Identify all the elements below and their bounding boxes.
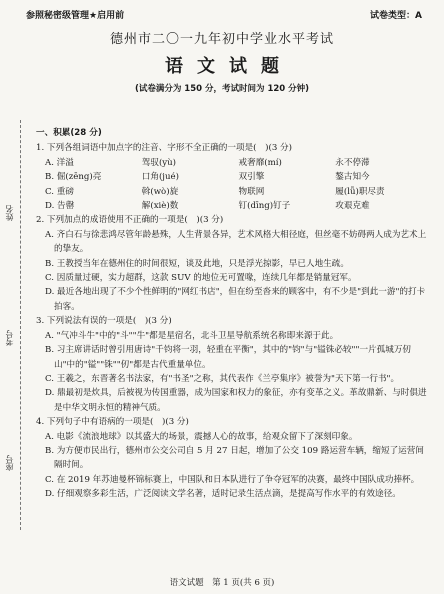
question-content [36,126,432,502]
page-footer: 语文试题 第 1 页(共 6 页) [169,578,275,588]
exam-note: (试卷满分为 150 分，考试时间为 120 分钟) [134,84,310,94]
option-cell: D. 告罄 [45,201,75,212]
option-c: C. 在 2019 年苏迪曼杯锦标赛上，中国队和日本队进行了争夺冠军的决赛，最终中国队成功捧杯。 [45,474,420,485]
option-cell: 戒奢靡(mí) [238,157,282,168]
option-cell: 永不停滞 [335,157,370,168]
exam-title: 德州市二〇一九年初中学业水平考试 [109,32,334,47]
option-a: A. 电影《流浪地球》以其盛大的场景，震撼人心的故事，给观众留下了深刻印象。 [45,431,358,442]
option-cell: 履(lǚ)职尽责 [335,186,385,197]
header-bar [26,8,422,22]
question-stem: 1. 下列各组词语中加点字的注音、字形不全正确的一项是( )(3 分) [36,143,292,154]
option-row [36,156,432,170]
secret-level-label: 参照秘密级管理★启用前 [26,11,125,21]
option-cell: B. 倔(zēng)亮 [45,172,102,183]
option-cell: 解(xiè)数 [141,201,179,212]
option-c: C. 因质量过硬，实力超群，这款 SUV 的地位无可置喙，连续几年都是销量冠军。 [45,273,357,284]
option-a: A. "气冲斗牛"中的"斗""牛"都是星宿名，北斗卫星导航系统名称即来源于此。 [45,330,339,341]
section-heading: 一、积累(28 分) [36,128,102,138]
question-4 [36,415,432,501]
option-row [36,170,432,184]
question-1 [36,141,432,213]
side-label-seat-no: 座号 [5,455,14,471]
option-c: C. 王羲之，东晋著名书法家，有"书圣"之称，其代表作《兰亭集序》被誉为"天下第一行书"。 [45,373,400,384]
option-a: A. 齐白石与徐悲鸿尽管年龄悬殊，人生背景各异，艺术风格大相径庭，但丝毫不妨碍两人成为艺术上的挚友。 [45,229,427,255]
option-cell: 鏊古知今 [335,172,370,183]
option-cell: 双引擎 [238,172,265,183]
option-cell: 驾驭(yù) [141,157,177,168]
question-stem: 3. 下列说法有误的一项是( )(3 分) [36,316,172,327]
option-row [36,199,432,213]
option-d: D. 鼎最初是炊具，后被视为传国重器，成为国家和权力的象征，亦有变革之义。革故鼎新、与时俱进是中华文明永恒的精神气质。 [45,388,427,413]
option-cell: C. 重磅 [45,186,74,197]
option-cell: 攻艰克难 [335,201,370,212]
option-cell: A. 洋溢 [45,157,74,168]
option-d: D. 仔细观察多彩生活，广泛阅读文学名著，适时记录生活点滴，是提高写作水平的有效途径。 [45,489,401,500]
subject-title: 语文试题 [165,56,293,77]
option-cell: 钉(dīng)钉子 [238,201,291,212]
question-stem: 4. 下列句子中有语病的一项是( )(3 分) [36,417,189,428]
option-row [36,185,432,199]
option-cell: 斡(wò)旋 [141,186,179,197]
side-label-exam-no: 考号 [5,330,14,346]
question-3 [36,314,432,415]
option-cell: 口角(jué) [141,172,179,183]
option-cell: 物联网 [238,186,265,197]
paper-type-label: 试卷类型：A [370,11,422,21]
option-b: B. 王教授当年在德州住的时间很短，谈及此地，只是浮光掠影，早已人地生疏。 [45,258,349,269]
option-d: D. 最近各地出现了不少个性鲜明的"网红书店"，但在纷至沓来的顾客中，有不少是"到此一游"的打卡拍客。 [45,287,426,312]
side-label-name: 姓名 [5,205,14,221]
question-2 [36,213,432,314]
question-stem: 2. 下列加点的成语使用不正确的一项是( )(3 分) [36,215,224,226]
option-b: B. 习主席讲话时曾引用唐诗"千钧将一羽，轻重在平衡"，其中的"钧"与"镒铢必较""一片孤城万仞山"中的"镒""铢""仞"都是古代重量单位。 [45,345,412,370]
option-b: B. 为方便市民出行，德州市公交公司自 5 月 27 日起，增加了公交 109 路运营车辆，缩短了运营间隔时间。 [45,445,424,471]
binding-line [20,120,21,530]
